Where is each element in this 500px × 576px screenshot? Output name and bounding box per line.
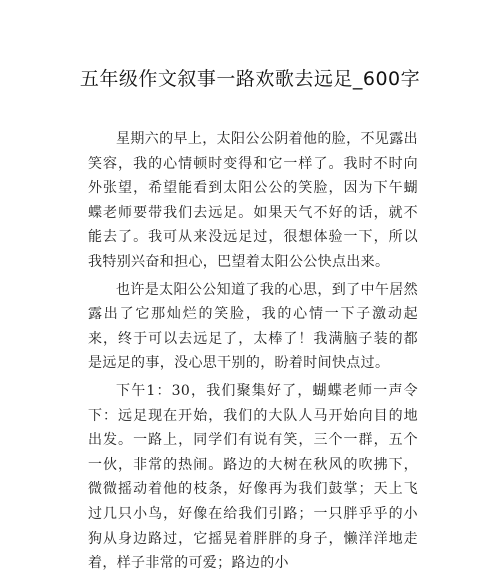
paragraph-2: 也许是太阳公公知道了我的心思，到了中午居然露出了它那灿烂的笑脸，我的心情一下子激动起来，终于可以去远足了，太棒了！我满脑子装的都是远足的事，没心思干别的，盼着时间快点过。 (88, 281, 418, 372)
document-title: 五年级作文叙事一路欢歌去远足_600字 (79, 68, 421, 90)
paragraph-1: 星期六的早上，太阳公公阴着他的脸，不见露出笑容，我的心情顿时变得和它一样了。我时不时向外张望，希望能看到太阳公公的笑脸，因为下午蝴蝶老师要带我们去远足。如果天气不好的话，就不能去了。我可从来没远足过，很想体验一下，所以我特别兴奋和担心，巴望着太阳公公快点出来。 (88, 131, 418, 270)
paragraph-3: 下午1：30，我们聚集好了，蝴蝶老师一声令下：远足现在开始，我们的大队人马开始向目的地出发。一路上，同学们有说有笑，三个一群，五个一伙，非常的热闹。路边的大树在秋风的吹拂下，微微摇动着他的枝条，好像再为我们鼓掌；天上飞过几只小鸟，好像在给我们引路；一只胖乎乎的小狗从身边路过，它摇晃着胖胖的身子，懒洋洋地走着，样子非常的可爱；路边的小 (88, 382, 418, 572)
article-body (88, 127, 418, 576)
